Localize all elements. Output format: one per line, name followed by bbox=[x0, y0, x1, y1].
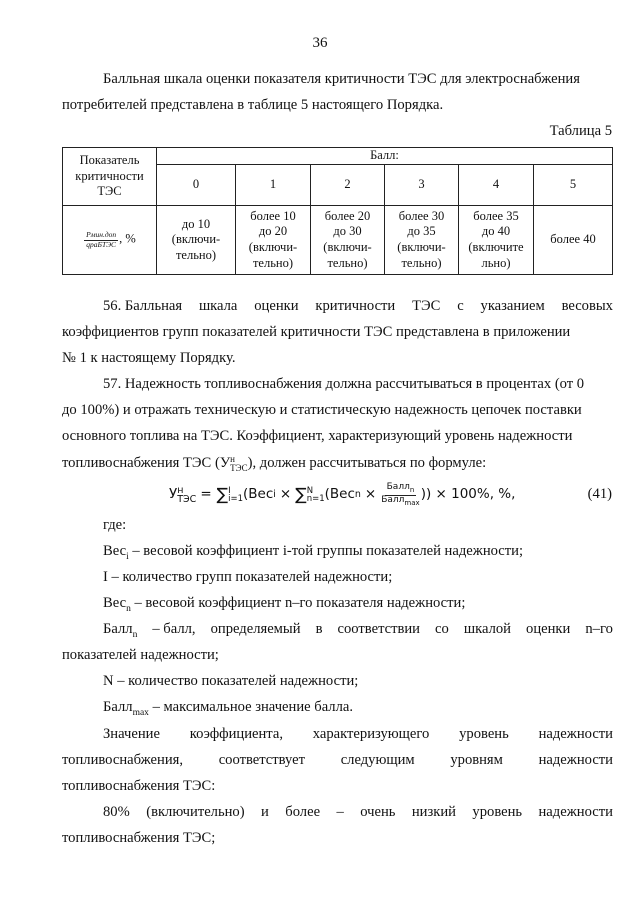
formula-41 bbox=[169, 480, 515, 510]
word: оценки bbox=[254, 298, 299, 314]
word: определяемый bbox=[210, 621, 301, 637]
para-56-line-1 bbox=[103, 299, 613, 314]
row-indicator-fraction bbox=[84, 231, 118, 249]
cell-line: более 10 bbox=[250, 208, 296, 223]
level-para-line-1 bbox=[103, 805, 613, 820]
word: соответствует bbox=[218, 752, 306, 768]
def-term-sub: max bbox=[132, 707, 149, 718]
word: оценки bbox=[526, 621, 571, 637]
intro-line-2: потребителей представлена в таблице 5 настоящего Порядка. bbox=[62, 97, 444, 113]
para-56-line-2: коэффициентов групп показателей критичности ТЭС представлена в приложении bbox=[62, 324, 571, 340]
definition-ves-n bbox=[103, 596, 465, 614]
word: шкалой bbox=[463, 621, 511, 637]
row-indicator-cell bbox=[63, 206, 157, 275]
word: уровень bbox=[459, 726, 509, 742]
fraction-denominator bbox=[381, 496, 419, 507]
cell-line: (включи- bbox=[323, 240, 372, 254]
header-indicator-line: ТЭС bbox=[97, 184, 122, 199]
cell-line: до 30 bbox=[333, 224, 362, 239]
cell-line: тельно) bbox=[252, 255, 294, 270]
level-para-line-2: топливоснабжения ТЭС; bbox=[62, 830, 216, 846]
def-term bbox=[103, 622, 137, 640]
word: указанием bbox=[480, 298, 545, 314]
word: с bbox=[457, 298, 464, 314]
text-span: топливоснабжения ТЭС ( bbox=[62, 454, 220, 471]
word: ТЭС bbox=[412, 298, 441, 314]
cell-line: до 10 bbox=[181, 216, 211, 231]
times-sign: × bbox=[364, 486, 377, 503]
word: уровень bbox=[472, 804, 523, 820]
def-text: – весовой коэффициент i-той группы показателей надежности; bbox=[128, 543, 524, 559]
score-cell-0 bbox=[157, 206, 236, 275]
word: критичности bbox=[315, 298, 396, 314]
definition-i: I – количество групп показателей надежности; bbox=[103, 569, 393, 585]
times-sign: × bbox=[279, 486, 292, 503]
cell-line: до 35 bbox=[407, 224, 436, 239]
word: Значение bbox=[103, 726, 160, 742]
fraction-denominator: qраБТЭС bbox=[86, 239, 117, 249]
cell-line: более 40 bbox=[550, 232, 596, 247]
cell-line: до 40 bbox=[481, 224, 511, 239]
cell-line: (включите bbox=[468, 240, 524, 254]
word: характеризующего bbox=[312, 726, 430, 742]
frac-den-base: Балл bbox=[381, 494, 405, 505]
ves-i-sub: i bbox=[273, 489, 276, 501]
cell-line: до 20 bbox=[258, 224, 288, 239]
def-text: – весовой коэффициент n–го показателя надежности; bbox=[130, 595, 466, 611]
definition-ball-max bbox=[103, 700, 353, 718]
ves-i: (Вес bbox=[243, 486, 274, 503]
cell-line: более 20 bbox=[324, 208, 371, 223]
where-label: где: bbox=[103, 517, 127, 533]
para-57-line-3: основного топлива на ТЭС. Коэффициент, характеризующий уровень надежности bbox=[62, 428, 573, 444]
para-57-line-1: 57. Надежность топливоснабжения должна рассчитываться в процентах (от 0 bbox=[103, 376, 585, 392]
cell-line: тельно) bbox=[327, 255, 368, 270]
ves-n-sub: n bbox=[354, 489, 361, 501]
word: надежности bbox=[538, 726, 613, 742]
word: n–го bbox=[585, 621, 613, 637]
cell-line: более 30 bbox=[398, 208, 445, 223]
sum-2-lower: n=1 bbox=[306, 494, 325, 504]
sum-2-limits bbox=[307, 487, 325, 503]
definition-ball-n-line-1 bbox=[103, 622, 613, 640]
def-term-base: Балл bbox=[103, 621, 133, 637]
score-cell-5 bbox=[534, 206, 613, 275]
score-column-header: 2 bbox=[311, 165, 385, 206]
formula-symbol-scripts bbox=[177, 486, 196, 504]
score-column-header: 3 bbox=[385, 165, 459, 206]
formula-sub: ТЭС bbox=[177, 494, 197, 505]
frac-num-sub: n bbox=[409, 485, 415, 494]
formula-number: (41) bbox=[587, 486, 612, 502]
word: более bbox=[285, 804, 321, 820]
symbol-base: У bbox=[219, 454, 231, 471]
inline-symbol bbox=[220, 455, 248, 471]
header-indicator-line: Показатель bbox=[79, 153, 140, 168]
word: и bbox=[261, 804, 269, 820]
def-term-sub: i bbox=[126, 551, 129, 562]
score-fraction bbox=[381, 483, 419, 507]
text-span: ), должен рассчитываться по формуле: bbox=[247, 454, 487, 471]
ves-n: (Вес bbox=[324, 486, 355, 503]
sum-2-upper: N bbox=[306, 485, 314, 496]
def-text: – максимальное значение балла. bbox=[148, 699, 353, 715]
fraction-numerator: Pмин.доп bbox=[86, 230, 117, 240]
cell-line: (включи- bbox=[248, 240, 298, 254]
sum-1-upper: I bbox=[228, 485, 231, 496]
para-56-line-3: № 1 к настоящему Порядку. bbox=[62, 350, 236, 366]
score-column-header: 1 bbox=[236, 165, 311, 206]
symbol-scripts bbox=[230, 455, 247, 472]
formula-tail: )) × 100%, %, bbox=[420, 486, 516, 503]
row-indicator-suffix: , % bbox=[119, 231, 136, 246]
symbol-sup: н bbox=[230, 454, 235, 464]
def-term-sub: n bbox=[132, 629, 138, 640]
word: надежности bbox=[538, 804, 613, 820]
intro-line-1: Балльная шкала оценки показателя критичности ТЭС для электроснабжения bbox=[103, 71, 580, 87]
value-para-line-3: топливоснабжения ТЭС: bbox=[62, 778, 216, 794]
page-number: 36 bbox=[312, 35, 328, 51]
header-score-group: Балл: bbox=[157, 148, 613, 165]
cell-line: тельно) bbox=[175, 247, 217, 262]
value-para-line-2 bbox=[62, 753, 613, 768]
frac-den-sub: max bbox=[404, 498, 420, 507]
table-caption: Таблица 5 bbox=[549, 123, 612, 139]
word: низкий bbox=[411, 804, 456, 820]
header-indicator-line: критичности bbox=[75, 168, 144, 183]
frac-num-base: Балл bbox=[386, 482, 410, 493]
word: 80% bbox=[103, 804, 130, 820]
score-cell-4 bbox=[459, 206, 534, 275]
definition-n: N – количество показателей надежности; bbox=[103, 673, 359, 689]
word: – балл, bbox=[152, 621, 196, 637]
word: (включительно) bbox=[146, 804, 245, 820]
sum-1-limits bbox=[228, 487, 243, 503]
word: шкала bbox=[198, 298, 238, 314]
word: уровням bbox=[450, 752, 503, 768]
header-indicator-cell bbox=[63, 148, 157, 206]
definition-ball-n-line-2: показателей надежности; bbox=[62, 647, 219, 663]
score-cell-2 bbox=[311, 206, 385, 275]
cell-line: (включи- bbox=[397, 240, 446, 254]
def-term: Вес bbox=[103, 595, 127, 611]
word: топливоснабжения, bbox=[62, 752, 184, 768]
word: со bbox=[435, 621, 449, 637]
sum-sign-icon: ∑ bbox=[216, 484, 229, 505]
formula-symbol: У bbox=[169, 486, 178, 503]
word: надежности bbox=[538, 752, 613, 768]
word: очень bbox=[360, 804, 396, 820]
symbol-sub: ТЭС bbox=[230, 462, 248, 473]
score-cell-1 bbox=[236, 206, 311, 275]
word: весовых bbox=[561, 298, 613, 314]
word: следующим bbox=[340, 752, 415, 768]
word: соответствии bbox=[337, 621, 420, 637]
formula-equals: = bbox=[200, 486, 212, 503]
score-column-header: 0 bbox=[157, 165, 236, 206]
def-term: Балл bbox=[103, 699, 133, 715]
cell-line: более 35 bbox=[473, 208, 519, 223]
sum-1-lower: i=1 bbox=[228, 494, 243, 504]
word: – bbox=[336, 804, 344, 820]
def-term-sub: n bbox=[126, 603, 131, 614]
definition-ves-i bbox=[103, 544, 523, 562]
value-para-line-1 bbox=[103, 727, 613, 742]
word: в bbox=[315, 621, 323, 637]
score-cell-3 bbox=[385, 206, 459, 275]
score-column-header: 5 bbox=[534, 165, 613, 206]
cell-line: тельно) bbox=[401, 255, 442, 270]
criticality-score-table bbox=[62, 147, 613, 275]
def-term: Вес bbox=[103, 543, 127, 559]
score-column-header: 4 bbox=[459, 165, 534, 206]
cell-line: (включи- bbox=[171, 232, 221, 247]
para-57-line-2: до 100%) и отражать техническую и статистическую надежность цепочек поставки bbox=[62, 402, 582, 418]
word: коэффициента, bbox=[189, 726, 283, 742]
formula-sup: н bbox=[177, 484, 184, 496]
cell-line: льно) bbox=[481, 255, 511, 270]
sum-sign-icon: ∑ bbox=[295, 484, 307, 505]
para-57-line-4 bbox=[62, 455, 486, 472]
word: 56. Балльная bbox=[103, 298, 183, 314]
